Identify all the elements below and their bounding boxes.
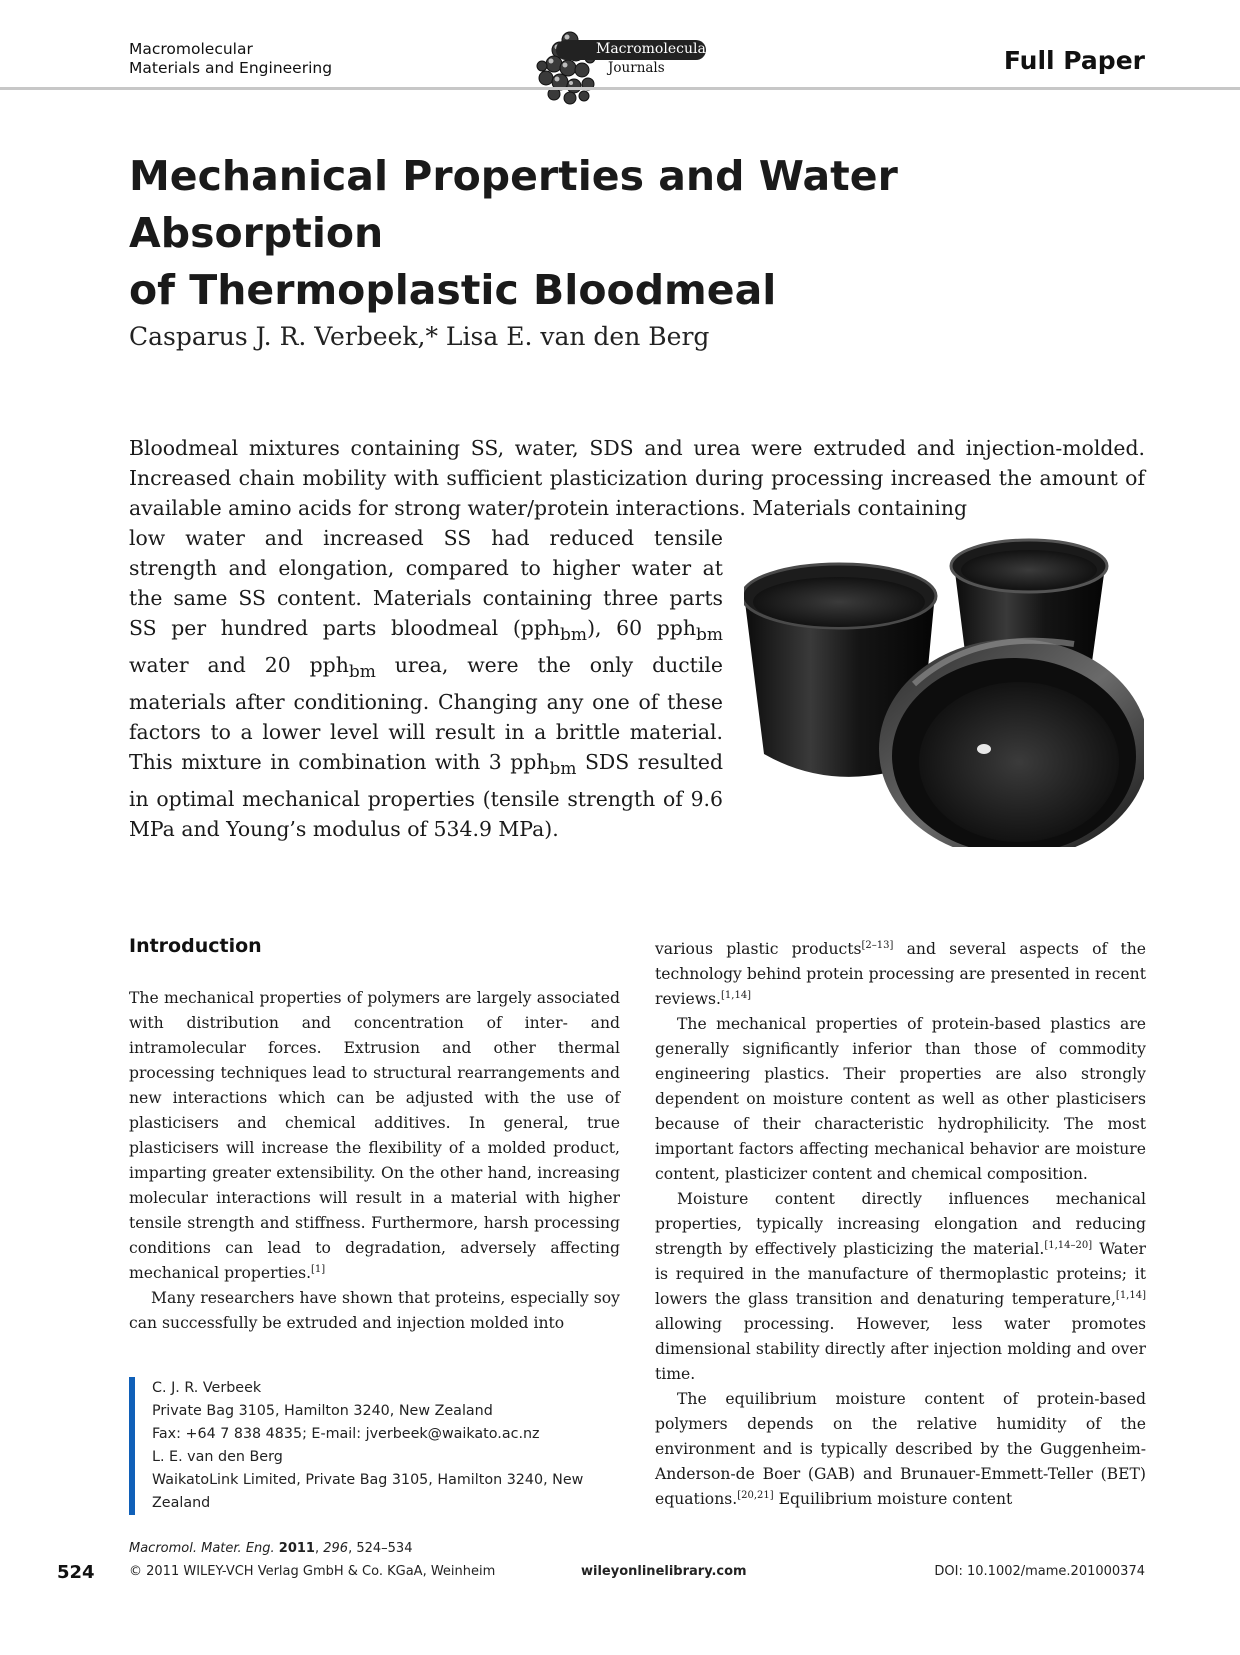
reference-link[interactable]: [20,21] — [737, 1490, 774, 1501]
footer-website-link[interactable]: wileyonlinelibrary.com — [581, 1564, 747, 1579]
reference-link[interactable]: [2–13] — [861, 940, 894, 951]
reference-link[interactable]: [1,14] — [721, 990, 752, 1001]
header-rule — [0, 87, 1240, 90]
footer-copyright: © 2011 WILEY-VCH Verlag GmbH & Co. KGaA, Weinheim — [129, 1564, 496, 1579]
body-column-right — [655, 937, 1146, 1512]
paragraph: The equilibrium moisture content of protein-based polymers depends on the relative humidity of the environment and is typically described by the Guggenheim-Anderson-de Boer (GAB) and Brunauer-Emmett-Teller (BET) equations.[20,21] Equilibrium moisture content — [655, 1390, 1146, 1508]
journal-name-line2: Materials and Engineering — [129, 59, 333, 77]
reference-link[interactable]: [1,14] — [1115, 1290, 1146, 1301]
reference-link[interactable]: [1,14–20] — [1044, 1240, 1093, 1251]
logo-text-2: Journals — [608, 60, 665, 76]
abstract-top — [129, 433, 1145, 523]
abstract-graphic-plant-pots — [744, 534, 1144, 847]
journal-name-line1: Macromolecular — [129, 40, 253, 58]
macromolecular-journals-logo — [530, 26, 715, 106]
paragraph: Many researchers have shown that proteins, especially soy can successfully be extruded and injection molded into — [129, 1289, 620, 1332]
corr-line: WaikatoLink Limited, Private Bag 3105, Hamilton 3240, New — [152, 1472, 584, 1488]
corr-line: L. E. van den Berg — [152, 1449, 283, 1465]
section-label: Full Paper — [1003, 46, 1145, 75]
abstract-text-left: low water and increased SS had reduced tensile strength and elongation, compared to higher water at the same SS content. Materials containing three parts SS per hundred parts bloodmeal (pph$_{bm}$), 60 pph$_{bm}$ water and 20 pph$_{bm}$ urea, were the only ductile materials after conditioning. Changing any one of these factors to a lower level will result in a brittle material. This mixture in combination with 3 pph$_{bm}$ SDS resulted in optimal mechanical properties (tensile strength of 9.6 MPa and Young’s modulus of 534.9 MPa). — [129, 526, 723, 842]
corr-line: C. J. R. Verbeek — [152, 1380, 262, 1396]
page-number: 524 — [57, 1562, 95, 1583]
corr-line: Private Bag 3105, Hamilton 3240, New Zealand — [152, 1403, 493, 1419]
paragraph: Moisture content directly influences mechanical properties, typically increasing elongation and reducing strength by effectively plasticizing the material.[1,14–20] Water is required in the manufacture of thermoplastic proteins; it lowers the glass transition and denaturing temperature,[1,14] allowing processing. However, less water promotes dimensional stability directly after injection molding and over time. — [655, 1190, 1147, 1383]
article-title — [129, 148, 1139, 319]
paragraph: various plastic products[2–13] and several aspects of the technology behind protein processing are presented in recent reviews.[1,14] — [655, 940, 1146, 1008]
paragraph: The mechanical properties of polymers are largely associated with distribution and concentration of inter- and intramolecular forces. Extrusion and other thermal processing techniques lead to structural rearrangements and new interactions which can be adjusted with the use of plasticisers and chemical additives. In general, true plasticisers will increase the flexibility of a molded product, imparting greater extensibility. On the other hand, increasing molecular interactions will result in a material with higher tensile strength and stiffness. Furthermore, harsh processing conditions can lead to degradation, adversely affecting mechanical properties.[1] — [129, 989, 620, 1282]
corr-line-email[interactable]: Fax: +64 7 838 4835; E-mail: jverbeek@waikato.ac.nz — [152, 1426, 540, 1442]
correspondence-box — [129, 1377, 632, 1515]
reference-link[interactable]: [1] — [311, 1264, 326, 1275]
logo-text-1: Macromolecular — [596, 41, 713, 57]
corr-line: Zealand — [152, 1495, 211, 1511]
abstract-left — [129, 523, 723, 844]
paragraph: The mechanical properties of protein-based plastics are generally significantly inferior than those of commodity engineering plastics. Their properties are also strongly dependent on moisture content as well as other plasticisers because of their characteristic hydrophilicity. The most important factors affecting mechanical behavior are moisture content, plasticizer content and chemical composition. — [655, 1015, 1146, 1183]
authors: Casparus J. R. Verbeek,* Lisa E. van den Berg — [129, 322, 710, 351]
journal-name — [129, 40, 332, 78]
body-column-left — [129, 986, 620, 1336]
section-heading-introduction: Introduction — [129, 935, 262, 957]
footer-citation: Macromol. Mater. Eng. 2011, 296, 524–534 — [129, 1541, 413, 1556]
title-line1: Mechanical Properties and Water Absorption — [129, 152, 898, 257]
footer-doi[interactable]: DOI: 10.1002/mame.201000374 — [934, 1564, 1145, 1579]
plant-pots-image — [744, 534, 1144, 847]
title-line2: of Thermoplastic Bloodmeal — [129, 266, 777, 314]
abstract-text-top: Bloodmeal mixtures containing SS, water, SDS and urea were extruded and injection-molded. Increased chain mobility with sufficient plasticization during processing increased the amount of available amino acids for strong water/protein interactions. Materials containing — [129, 436, 1145, 520]
